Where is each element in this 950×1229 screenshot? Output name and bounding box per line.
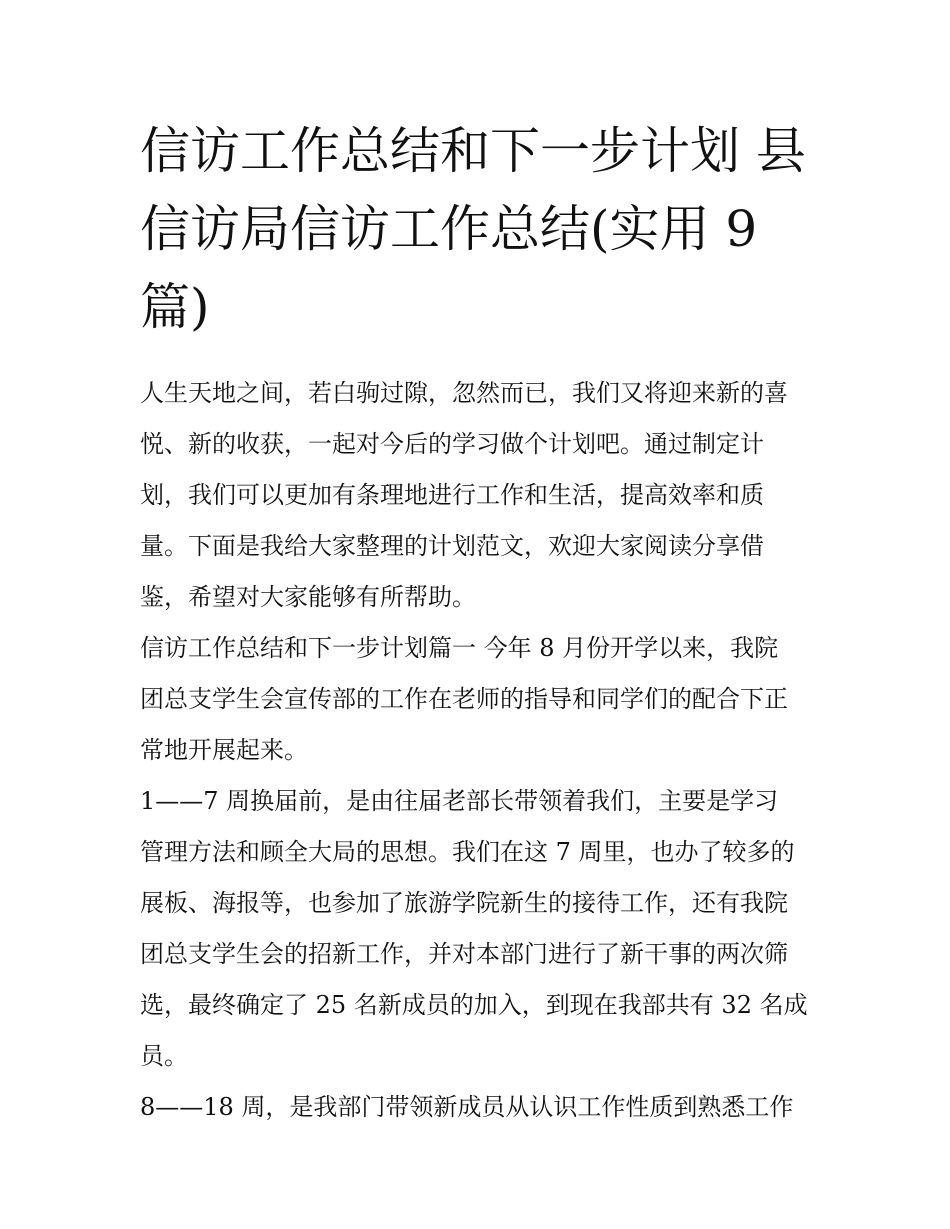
document-body (140, 112, 812, 1133)
intro-paragraph (140, 368, 812, 623)
text-line: 1——7 周换届前，是由往届老部长带领着我们，主要是学习 (140, 787, 779, 815)
text-line: 常地开展起来。 (140, 736, 308, 764)
text-line: 人生天地之间，若白驹过隙，忽然而已，我们又将迎来新的喜 (140, 379, 788, 407)
section-one-paragraph (140, 623, 812, 776)
text-line: 量。下面是我给大家整理的计划范文，欢迎大家阅读分享借 (140, 532, 764, 560)
text-line: 悦、新的收获，一起对今后的学习做个计划吧。通过制定计 (140, 430, 764, 458)
title-line: 篇) (140, 278, 210, 336)
text-line: 鉴，希望对大家能够有所帮助。 (140, 583, 476, 611)
weeks-8-18-paragraph (140, 1082, 812, 1133)
text-line: 信访工作总结和下一步计划篇一 今年 8 月份开学以来，我院 (140, 634, 779, 662)
text-line: 员。 (140, 1042, 188, 1070)
title-line: 信访工作总结和下一步计划 县 (140, 122, 806, 180)
weeks-1-7-paragraph (140, 776, 812, 1082)
text-line: 管理方法和顾全大局的思想。我们在这 7 周里，也办了较多的 (140, 838, 795, 866)
text-line: 选，最终确定了 25 名新成员的加入，到现在我部共有 32 名成 (140, 991, 808, 1019)
text-line: 展板、海报等，也参加了旅游学院新生的接待工作，还有我院 (140, 889, 788, 917)
text-line: 团总支学生会的招新工作，并对本部门进行了新干事的两次筛 (140, 940, 788, 968)
document-title (140, 112, 812, 346)
text-line: 8——18 周，是我部门带领新成员从认识工作性质到熟悉工作 (140, 1093, 794, 1121)
text-line: 团总支学生会宣传部的工作在老师的指导和同学们的配合下正 (140, 685, 788, 713)
text-line: 划，我们可以更加有条理地进行工作和生活，提高效率和质 (140, 481, 764, 509)
title-line: 信访局信访工作总结(实用 9 (140, 200, 758, 258)
